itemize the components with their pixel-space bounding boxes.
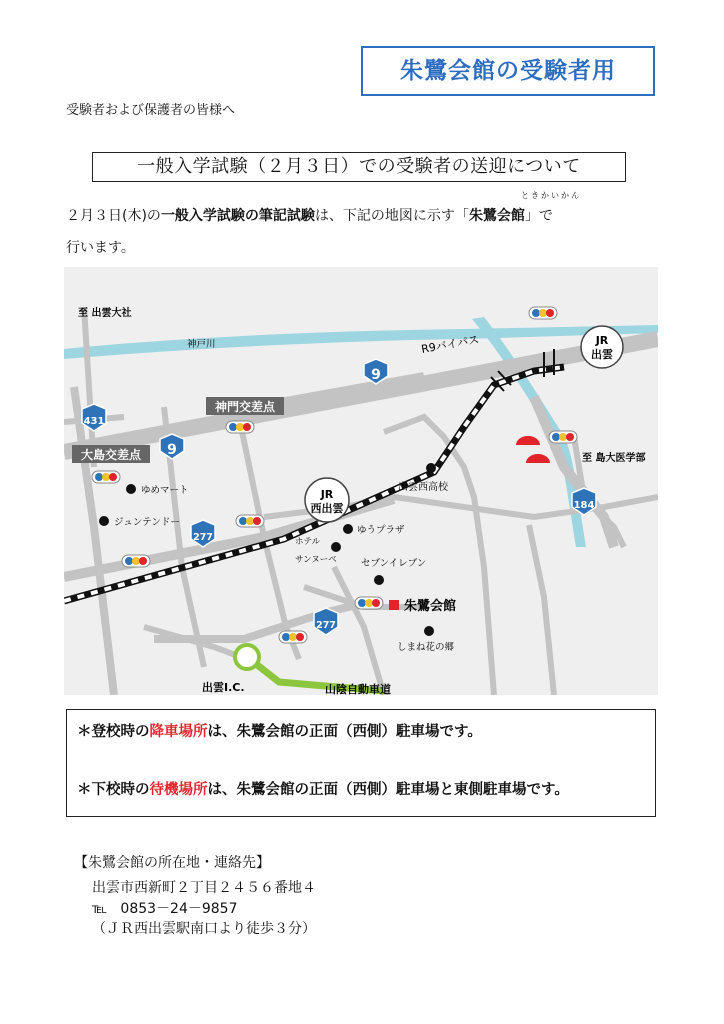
map-graphic bbox=[64, 267, 658, 695]
tokikaikan-label: 朱鷺会館 bbox=[404, 599, 457, 614]
seven-eleven-dot bbox=[374, 575, 384, 585]
youme-mart-label: ゆめマート bbox=[141, 485, 189, 496]
dropoff-note bbox=[77, 720, 482, 741]
route-sign-431 bbox=[82, 404, 106, 431]
junktendo-dot bbox=[99, 516, 109, 526]
intro-line-1 bbox=[66, 205, 553, 225]
dropoff-place: 降車場所 bbox=[149, 724, 208, 740]
pickup-place: 待機場所 bbox=[149, 782, 208, 798]
seven-eleven-label: セブンイレブン bbox=[361, 558, 427, 569]
bridge-mark-1 bbox=[516, 436, 540, 445]
notice-text: は、朱鷺会館の正面（西側）駐車場と東側駐車場です。 bbox=[207, 782, 569, 798]
intro-text: 」で bbox=[524, 208, 553, 224]
hananosato-label: しまね花の郷 bbox=[397, 642, 455, 653]
access-note: （ＪＲ西出雲駅南口より徒歩３分） bbox=[92, 921, 316, 937]
you-plaza-dot bbox=[343, 524, 353, 534]
kando-crossing-label: 神門交差点 bbox=[214, 400, 276, 414]
route-9b-label: 9 bbox=[167, 442, 177, 458]
notice-text: ＊下校時の bbox=[77, 782, 150, 798]
izumo-nishi-hs-dot bbox=[426, 463, 436, 473]
route-431-label: 431 bbox=[83, 416, 105, 427]
route-9a-label: 9 bbox=[371, 367, 381, 383]
hotel-label-1: ホテル bbox=[295, 537, 321, 547]
notice-text: は、朱鷺会館の正面（西側）駐車場です。 bbox=[207, 724, 482, 740]
salutation: 受験者および保護者の皆様へ bbox=[66, 103, 236, 118]
hotel-label-2: サンヌーベ bbox=[295, 555, 337, 565]
furigana: ときかいかん bbox=[521, 191, 581, 200]
izumo-nishi-hs-label: 出雲西高校 bbox=[398, 482, 448, 493]
notice-box bbox=[66, 709, 656, 817]
intro-text: は、下記の地図に示す「 bbox=[314, 208, 469, 224]
route-sign-184 bbox=[572, 488, 596, 515]
route-277a-label: 277 bbox=[193, 532, 213, 543]
route-sign-9b bbox=[160, 434, 184, 459]
telephone bbox=[92, 898, 237, 918]
audience-badge: 朱鷺会館の受験者用 bbox=[361, 46, 655, 96]
expressway-label: 山陰自動車道 bbox=[325, 683, 391, 695]
izumo-ic-label: 出雲I.C. bbox=[202, 681, 245, 694]
bridge-mark-2 bbox=[526, 454, 550, 463]
youme-mart-dot bbox=[126, 484, 136, 494]
you-plaza-label: ゆうプラザ bbox=[357, 525, 405, 536]
tokikaikan-marker bbox=[389, 600, 399, 610]
document-title: 一般入学試験（２月３日）での受験者の送迎について bbox=[92, 152, 626, 182]
jr-izumo-station bbox=[581, 326, 623, 368]
route-277b-label: 277 bbox=[316, 620, 336, 631]
notice-text: ＊登校時の bbox=[77, 724, 150, 740]
tel-label: ℡ bbox=[92, 901, 108, 917]
jr-izumo-label-2: 出雲 bbox=[591, 348, 613, 361]
address: 出雲市西新町２丁目２４５６番地４ bbox=[92, 880, 316, 896]
jr-izumo-label-1: JR bbox=[595, 334, 609, 347]
junktendo-label: ジュンテンドー bbox=[114, 517, 180, 528]
tel-number: 0853－24－9857 bbox=[120, 901, 238, 917]
intro-venue: 朱鷺会館 bbox=[468, 208, 525, 224]
to-izumo-taisha-label: 至 出雲大社 bbox=[78, 308, 132, 319]
route-184-label: 184 bbox=[573, 500, 595, 511]
interchange-circle bbox=[235, 645, 259, 669]
river-label: 神戸川 bbox=[187, 339, 216, 350]
access-map bbox=[64, 267, 658, 695]
route-sign-277a bbox=[191, 520, 215, 547]
jr-nishiizumo-label-1: JR bbox=[320, 488, 334, 501]
intro-line-2: 行います。 bbox=[66, 240, 135, 256]
hotel-dot bbox=[331, 542, 341, 552]
intro-exam: 一般入学試験の筆記試験 bbox=[160, 208, 315, 224]
hananosato-dot bbox=[424, 626, 434, 636]
jr-nishiizumo-station bbox=[305, 478, 349, 522]
intro-text: ２月３日(木)の bbox=[66, 208, 161, 224]
to-shimane-med-label: 至 島大医学部 bbox=[582, 453, 646, 464]
pickup-note bbox=[77, 778, 569, 799]
route-sign-277b bbox=[314, 608, 338, 635]
contact-heading: 【朱鷺会館の所在地・連絡先】 bbox=[74, 855, 270, 871]
oshima-crossing-label: 大島交差点 bbox=[80, 448, 142, 462]
jr-nishiizumo-label-2: 西出雲 bbox=[310, 502, 344, 515]
bypass-label: R9バイパス bbox=[420, 333, 481, 356]
